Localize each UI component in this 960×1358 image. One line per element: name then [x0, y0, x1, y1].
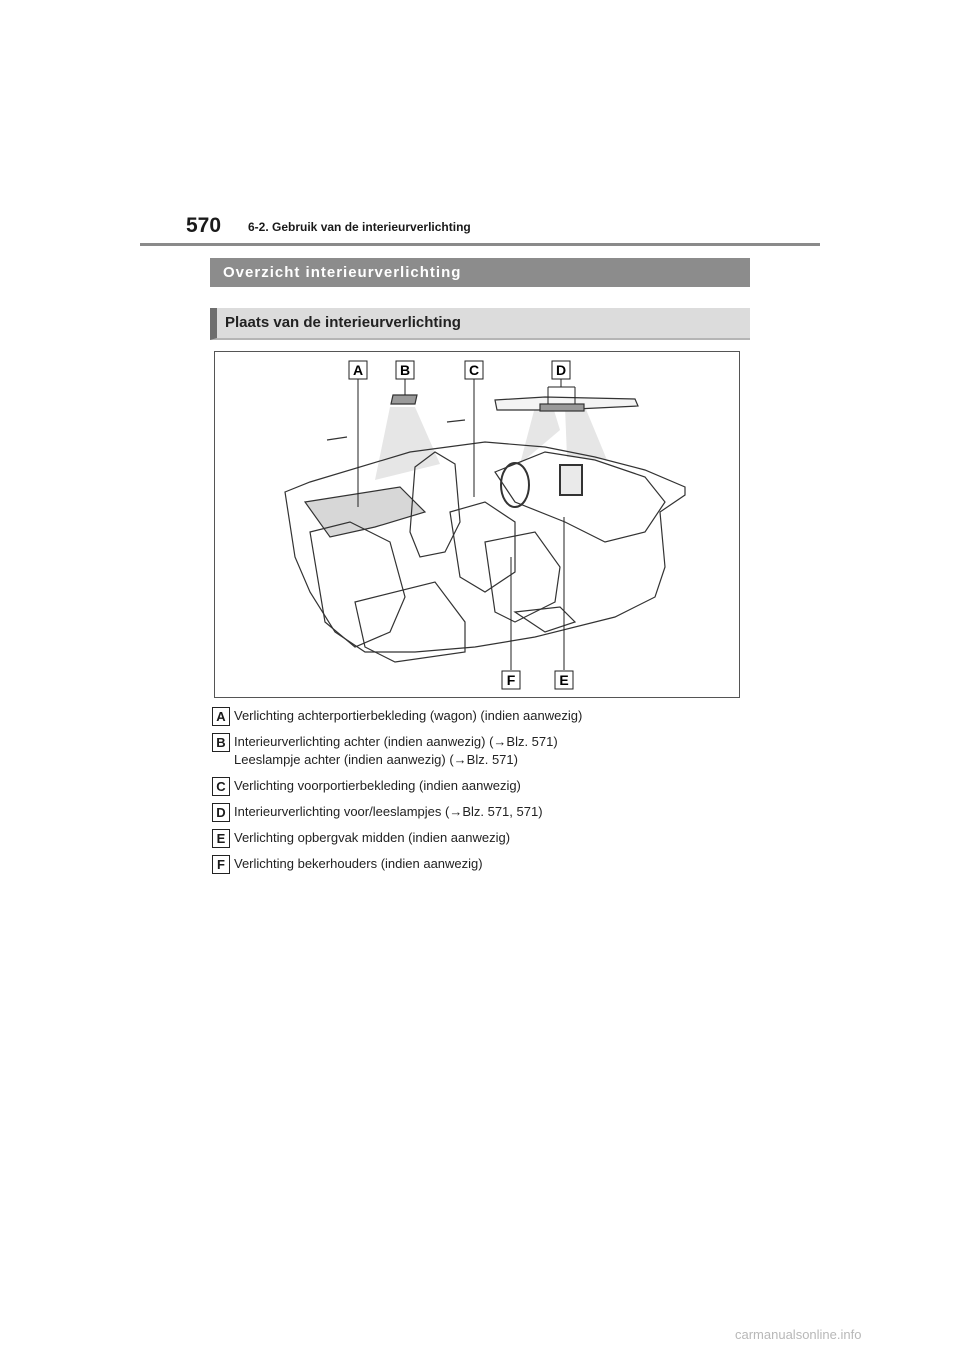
car-interior-figure: [214, 351, 740, 698]
svg-text:D: D: [555, 362, 567, 378]
legend-badge: B: [212, 733, 230, 752]
legend-text: Verlichting bekerhouders (indien aanwezig): [234, 856, 483, 871]
legend-badge: A: [212, 707, 230, 726]
legend-text: Verlichting opbergvak midden (indien aanwezig): [234, 830, 511, 845]
page-number: 570: [186, 214, 222, 237]
subsection-title: Plaats van de interieurverlichting: [210, 308, 750, 340]
header-rule: [140, 243, 820, 246]
svg-text:A: A: [352, 362, 364, 378]
svg-text:C: C: [468, 362, 480, 378]
section-title: Overzicht interieurverlichting: [210, 258, 750, 287]
legend-item-a: [212, 707, 752, 725]
running-head: 6-2. Gebruik van de interieurverlichting: [248, 220, 471, 234]
callout-b: [396, 361, 414, 379]
legend-item-f: [212, 855, 752, 873]
legend-text: Interieurverlichting achter (indien aanwezig) (→Blz. 571): [234, 734, 558, 749]
legend-text: Verlichting achterportierbekleding (wagon) (indien aanwezig): [234, 708, 583, 723]
legend-item-d: [212, 803, 752, 821]
callout-c: [465, 361, 483, 379]
svg-text:E: E: [559, 672, 569, 688]
legend-item-b: [212, 733, 752, 769]
legend-badge: E: [212, 829, 230, 848]
callout-e: [555, 671, 573, 689]
callout-a: [349, 361, 367, 379]
legend-text: Verlichting voorportierbekleding (indien aanwezig): [234, 778, 521, 793]
svg-text:B: B: [399, 362, 411, 378]
legend-badge: C: [212, 777, 230, 796]
callout-d: [552, 361, 570, 379]
legend-badge: D: [212, 803, 230, 822]
car-interior-illustration: [215, 352, 741, 699]
legend-badge: F: [212, 855, 230, 874]
watermark: carmanualsonline.info: [735, 1327, 862, 1342]
legend-item-c: [212, 777, 752, 795]
legend-text-line-2: Leeslampje achter (indien aanwezig) (→Blz. 571): [234, 752, 518, 767]
callout-f: [502, 671, 520, 689]
svg-text:F: F: [506, 672, 516, 688]
legend-text: Interieurverlichting voor/leeslampjes (→Blz. 571, 571): [234, 804, 543, 819]
legend-list: [212, 707, 752, 881]
legend-item-e: [212, 829, 752, 847]
